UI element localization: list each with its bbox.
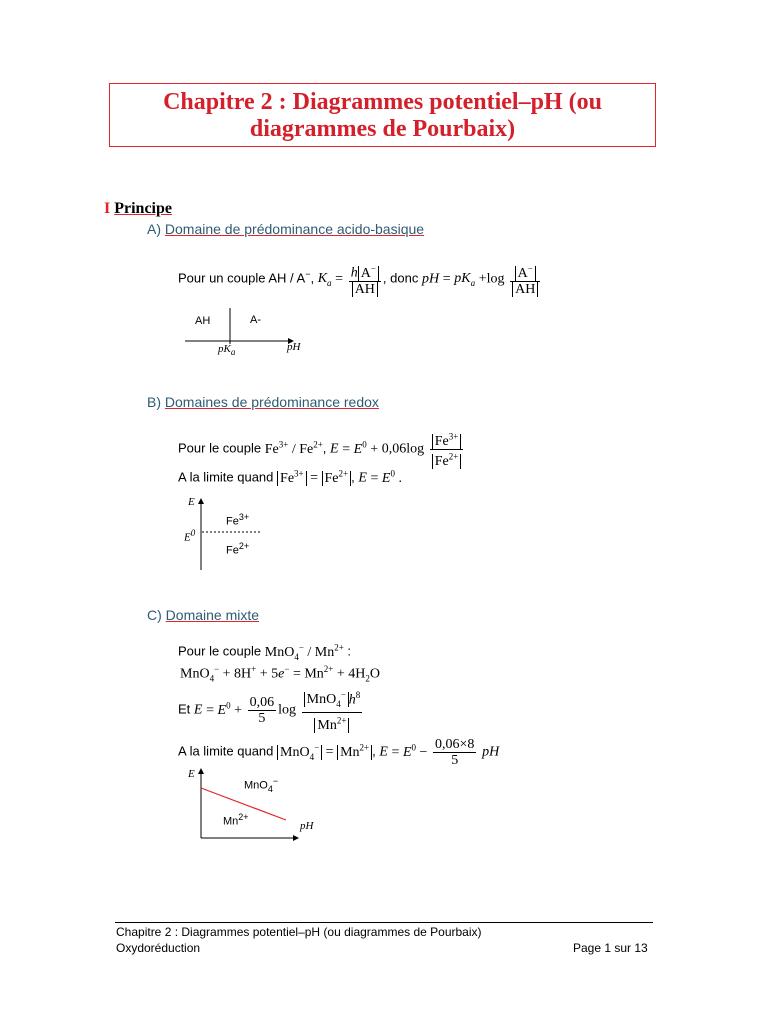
footer-rule [115, 922, 653, 923]
e-axis-label-c: E [188, 768, 195, 780]
acid-base-formula: Pour un couple AH / A−, $K_a$ = $\frac{h A^-}{AH}$ , donc pH = $pK_a +\log$ $\frac{A^-}{AH}$ [178, 254, 542, 303]
ah-label: AH [195, 315, 211, 327]
a-minus-label: A- [250, 314, 261, 326]
e-axis-label: E [188, 496, 195, 508]
pka-label: $pK_a$ [218, 343, 236, 358]
fe-fraction: $\frac{Fe^{3+}}{Fe^{2+}}$ [430, 429, 464, 469]
footer-chapter: Chapitre 2 : Diagrammes potentiel–pH (ou diagrammes de Pourbaix) [116, 925, 482, 939]
mixed-limit-line: A la limite quand $MnO_4^- = Mn^{2+}$ , $E = E^0$ − $\frac{0,06\times 8}{5}$ pH [178, 736, 500, 768]
mno4-label: MnO$_4$− [244, 776, 279, 794]
chapter-title: Chapitre 2 : Diagrammes potentiel–pH (ou diagrammes de Pourbaix) [163, 89, 602, 142]
ka-fraction: $\frac{h A^-}{AH}$ [349, 261, 381, 297]
mixed-nernst-line: Et $E = E^0$ + $\frac{0,06}{5}$ log $\frac{MnO_4^- h^8}{Mn^{2+}}$ [178, 689, 361, 733]
subsection-a-heading: A) Domaine de prédominance acido-basique [147, 221, 425, 237]
half-equation: $MnO_4^- + 8H^+ + 5e^- = Mn^{2+} + 4H_2O$ [180, 664, 380, 684]
redox-nernst-line: Pour le couple $Fe^{3+} / Fe^{2+}$, $E = E^0 + 0,06\log$ $\frac{Fe^{3+}}{Fe^{2+}}$ [178, 424, 465, 470]
mn2-label: $Mn^{2+}$ [223, 812, 249, 828]
ph-fraction: $\frac{A^-}{AH}$ [510, 261, 540, 297]
subsection-c-heading: C) Domaine mixte [147, 607, 260, 623]
footer-page: Page 1 sur 13 [573, 941, 648, 955]
chapter-title-box [109, 83, 656, 147]
coef-fraction: $\frac{0,06}{5}$ [249, 694, 275, 726]
fe3-label: $Fe^{3+}$ [226, 512, 250, 528]
redox-limit-line: A la limite quand $Fe^{3+} = Fe^{2+}$ , $E = E^0$ . [178, 468, 402, 486]
fe2-label: $Fe^{2+}$ [226, 541, 250, 557]
mn-fraction: $\frac{MnO_4^- h^8}{Mn^{2+}}$ [302, 688, 363, 733]
section-heading: I Principe [104, 200, 172, 217]
e0-label: $E^0$ [184, 528, 196, 544]
footer-course: Oxydoréduction [116, 941, 201, 955]
slope-fraction: $\frac{0,06\times 8}{5}$ [435, 736, 475, 768]
mixed-couple-line: Pour le couple $MnO_4^- / Mn^{2+}$ : [178, 642, 352, 662]
ph-axis-label-c: pH [300, 820, 314, 832]
ph-axis-label: pH [287, 341, 301, 353]
subsection-b-heading: B) Domaines de prédominance redox [147, 394, 379, 410]
